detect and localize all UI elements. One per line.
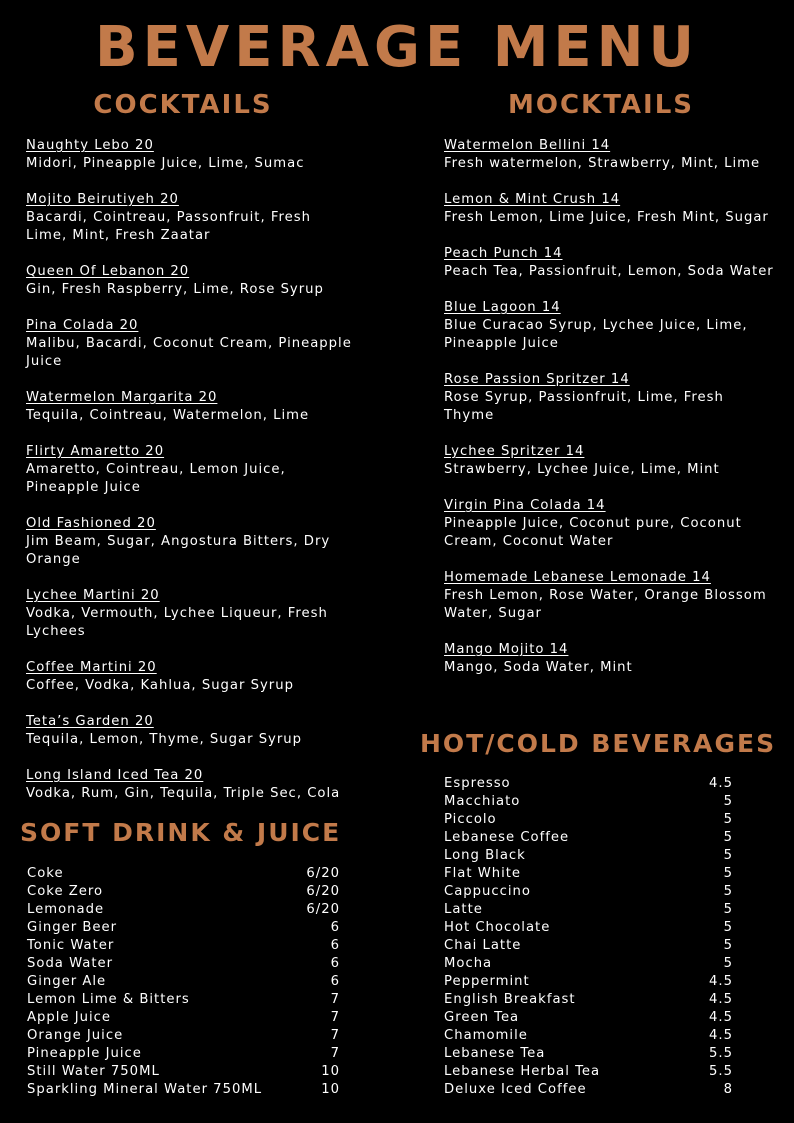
hot-cold-item xyxy=(444,919,733,937)
cocktail-description: Amaretto, Cointreau, Lemon Juice, Pineapple Juice xyxy=(26,462,286,495)
soft-drink-price: 10 xyxy=(321,1064,340,1079)
cocktail-name: Long Island Iced Tea 20 xyxy=(26,768,204,783)
soft-drink-price: 10 xyxy=(321,1082,340,1097)
cocktail-name: Pina Colada 20 xyxy=(26,318,139,333)
beverage-name: Flat White xyxy=(444,866,522,881)
soft-drink-item xyxy=(27,865,340,883)
cocktail-item xyxy=(26,515,356,569)
soft-drink-name: Ginger Ale xyxy=(27,974,107,989)
hot-cold-item xyxy=(444,973,733,991)
cocktail-description: Gin, Fresh Raspberry, Lime, Rose Syrup xyxy=(26,282,324,297)
mocktail-name: Watermelon Bellini 14 xyxy=(444,138,611,153)
cocktail-description: Vodka, Vermouth, Lychee Liqueur, Fresh Lychees xyxy=(26,606,328,639)
beverage-price: 5 xyxy=(723,902,733,917)
cocktail-description: Tequila, Lemon, Thyme, Sugar Syrup xyxy=(26,732,303,747)
cocktail-item xyxy=(26,713,356,749)
cocktail-item xyxy=(26,659,356,695)
soft-drink-item xyxy=(27,1027,340,1045)
soft-drink-item xyxy=(27,1063,340,1081)
soft-drink-name: Coke Zero xyxy=(27,884,104,899)
soft-drink-item xyxy=(27,919,340,937)
hot-cold-item xyxy=(444,793,733,811)
mocktail-item xyxy=(444,497,774,551)
beverage-price: 4.5 xyxy=(709,974,733,989)
beverage-price: 5 xyxy=(723,848,733,863)
cocktail-item xyxy=(26,389,356,425)
soft-drink-price: 6/20 xyxy=(306,884,340,899)
mocktail-description: Fresh watermelon, Strawberry, Mint, Lime xyxy=(444,156,761,171)
beverage-price: 5 xyxy=(723,956,733,971)
soft-drink-price: 6/20 xyxy=(306,902,340,917)
beverage-name: Piccolo xyxy=(444,812,497,827)
cocktail-description: Bacardi, Cointreau, Passonfruit, Fresh Lime, Mint, Fresh Zaatar xyxy=(26,210,311,243)
beverage-name: Chamomile xyxy=(444,1028,528,1043)
cocktail-item xyxy=(26,137,356,173)
soft-drink-name: Pineapple Juice xyxy=(27,1046,142,1061)
cocktail-description: Coffee, Vodka, Kahlua, Sugar Syrup xyxy=(26,678,294,693)
mocktail-description: Blue Curacao Syrup, Lychee Juice, Lime, Pineapple Juice xyxy=(444,318,748,351)
soft-drink-price: 6/20 xyxy=(306,866,340,881)
hot-cold-item xyxy=(444,937,733,955)
beverage-name: Macchiato xyxy=(444,794,521,809)
beverage-name: Green Tea xyxy=(444,1010,520,1025)
hot-cold-item xyxy=(444,1027,733,1045)
cocktail-name: Flirty Amaretto 20 xyxy=(26,444,165,459)
hot-cold-item xyxy=(444,1009,733,1027)
soft-drink-name: Ginger Beer xyxy=(27,920,118,935)
cocktail-description: Tequila, Cointreau, Watermelon, Lime xyxy=(26,408,310,423)
beverage-price: 5 xyxy=(723,938,733,953)
beverage-price: 5 xyxy=(723,884,733,899)
cocktail-item xyxy=(26,317,356,371)
mocktail-name: Lemon & Mint Crush 14 xyxy=(444,192,621,207)
soft-drink-name: Still Water 750ML xyxy=(27,1064,160,1079)
beverage-name: Latte xyxy=(444,902,483,917)
mocktail-description: Peach Tea, Passionfruit, Lemon, Soda Water xyxy=(444,264,774,279)
mocktail-description: Fresh Lemon, Lime Juice, Fresh Mint, Sugar xyxy=(444,210,769,225)
mocktail-name: Peach Punch 14 xyxy=(444,246,563,261)
cocktail-list xyxy=(26,137,356,821)
soft-drink-name: Lemonade xyxy=(27,902,105,917)
soft-drink-name: Tonic Water xyxy=(27,938,115,953)
hot-cold-item xyxy=(444,1081,733,1099)
hot-cold-item xyxy=(444,829,733,847)
mocktail-item xyxy=(444,569,774,623)
soft-drink-price: 7 xyxy=(330,1010,340,1025)
cocktail-name: Naughty Lebo 20 xyxy=(26,138,154,153)
soft-drink-price: 7 xyxy=(330,992,340,1007)
beverage-name: Peppermint xyxy=(444,974,530,989)
cocktail-item xyxy=(26,767,356,803)
cocktail-description: Vodka, Rum, Gin, Tequila, Triple Sec, Cola xyxy=(26,786,341,801)
mocktail-item xyxy=(444,641,774,677)
soft-drink-name: Orange Juice xyxy=(27,1028,124,1043)
beverage-name: Espresso xyxy=(444,776,511,791)
soft-drink-item xyxy=(27,1045,340,1063)
soft-drink-price: 6 xyxy=(330,956,340,971)
hot-cold-item xyxy=(444,1063,733,1081)
mocktail-item xyxy=(444,443,774,479)
mocktail-name: Mango Mojito 14 xyxy=(444,642,569,657)
hot-cold-item xyxy=(444,1045,733,1063)
beverage-name: Deluxe Iced Coffee xyxy=(444,1082,587,1097)
beverage-name: English Breakfast xyxy=(444,992,576,1007)
soft-drink-item xyxy=(27,973,340,991)
beverage-price: 5 xyxy=(723,812,733,827)
mocktail-description: Mango, Soda Water, Mint xyxy=(444,660,633,675)
beverage-price: 5.5 xyxy=(709,1064,733,1079)
hot-cold-item xyxy=(444,883,733,901)
beverage-price: 4.5 xyxy=(709,776,733,791)
hot-cold-item xyxy=(444,775,733,793)
soft-drink-price: 7 xyxy=(330,1028,340,1043)
hot-cold-item xyxy=(444,811,733,829)
soft-drink-price: 7 xyxy=(330,1046,340,1061)
soft-drink-item xyxy=(27,955,340,973)
cocktail-item xyxy=(26,263,356,299)
cocktail-name: Lychee Martini 20 xyxy=(26,588,160,603)
beverage-price: 4.5 xyxy=(709,1010,733,1025)
soft-drink-item xyxy=(27,1081,340,1099)
hot-cold-item xyxy=(444,847,733,865)
soft-drink-name: Soda Water xyxy=(27,956,114,971)
soft-drink-name: Apple Juice xyxy=(27,1010,112,1025)
cocktail-item xyxy=(26,191,356,245)
mocktail-name: Lychee Spritzer 14 xyxy=(444,444,585,459)
beverage-name: Cappuccino xyxy=(444,884,531,899)
beverage-price: 5 xyxy=(723,794,733,809)
beverage-price: 5 xyxy=(723,866,733,881)
mocktail-item xyxy=(444,245,774,281)
soft-drink-name: Lemon Lime & Bitters xyxy=(27,992,190,1007)
cocktail-item xyxy=(26,587,356,641)
mocktail-name: Rose Passion Spritzer 14 xyxy=(444,372,630,387)
beverage-name: Lebanese Herbal Tea xyxy=(444,1064,601,1079)
beverage-price: 5 xyxy=(723,830,733,845)
cocktail-name: Queen Of Lebanon 20 xyxy=(26,264,190,279)
soft-drink-item xyxy=(27,937,340,955)
cocktail-name: Teta’s Garden 20 xyxy=(26,714,154,729)
mocktail-list xyxy=(444,137,774,695)
soft-drink-name: Coke xyxy=(27,866,64,881)
beverage-price: 4.5 xyxy=(709,992,733,1007)
hot-cold-item xyxy=(444,955,733,973)
soft-drink-heading: SOFT DRINK & JUICE xyxy=(20,818,342,847)
cocktail-description: Jim Beam, Sugar, Angostura Bitters, Dry Orange xyxy=(26,534,331,567)
hot-cold-heading: HOT/COLD BEVERAGES xyxy=(420,729,777,758)
beverage-price: 8 xyxy=(723,1082,733,1097)
mocktail-item xyxy=(444,191,774,227)
cocktail-name: Mojito Beirutiyeh 20 xyxy=(26,192,179,207)
mocktail-description: Strawberry, Lychee Juice, Lime, Mint xyxy=(444,462,720,477)
mocktail-name: Homemade Lebanese Lemonade 14 xyxy=(444,570,711,585)
cocktail-item xyxy=(26,443,356,497)
beverage-name: Lebanese Tea xyxy=(444,1046,546,1061)
hot-cold-item xyxy=(444,991,733,1009)
beverage-name: Chai Latte xyxy=(444,938,522,953)
hot-cold-list xyxy=(444,775,733,1099)
beverage-price: 5 xyxy=(723,920,733,935)
cocktail-description: Midori, Pineapple Juice, Lime, Sumac xyxy=(26,156,305,171)
hot-cold-item xyxy=(444,901,733,919)
cocktail-name: Old Fashioned 20 xyxy=(26,516,156,531)
beverage-name: Long Black xyxy=(444,848,526,863)
beverage-price: 4.5 xyxy=(709,1028,733,1043)
soft-drink-item xyxy=(27,1009,340,1027)
soft-drink-price: 6 xyxy=(330,974,340,989)
mocktail-description: Rose Syrup, Passionfruit, Lime, Fresh Thyme xyxy=(444,390,724,423)
beverage-name: Lebanese Coffee xyxy=(444,830,570,845)
mocktail-item xyxy=(444,371,774,425)
mocktail-name: Virgin Pina Colada 14 xyxy=(444,498,606,513)
soft-drink-item xyxy=(27,901,340,919)
mocktail-item xyxy=(444,137,774,173)
cocktail-description: Malibu, Bacardi, Coconut Cream, Pineapple Juice xyxy=(26,336,352,369)
beverage-name: Hot Chocolate xyxy=(444,920,551,935)
mocktail-item xyxy=(444,299,774,353)
beverage-price: 5.5 xyxy=(709,1046,733,1061)
soft-drink-item xyxy=(27,991,340,1009)
soft-drink-price: 6 xyxy=(330,938,340,953)
mocktails-heading: MOCKTAILS xyxy=(507,90,694,120)
soft-drink-item xyxy=(27,883,340,901)
cocktail-name: Coffee Martini 20 xyxy=(26,660,157,675)
beverage-name: Mocha xyxy=(444,956,493,971)
mocktail-name: Blue Lagoon 14 xyxy=(444,300,561,315)
cocktail-name: Watermelon Margarita 20 xyxy=(26,390,218,405)
mocktail-description: Fresh Lemon, Rose Water, Orange Blossom Water, Sugar xyxy=(444,588,767,621)
mocktail-description: Pineapple Juice, Coconut pure, Coconut Cream, Coconut Water xyxy=(444,516,742,549)
soft-drink-price: 6 xyxy=(330,920,340,935)
soft-drink-list xyxy=(27,865,340,1099)
cocktails-heading: COCKTAILS xyxy=(93,90,273,120)
soft-drink-name: Sparkling Mineral Water 750ML xyxy=(27,1082,263,1097)
hot-cold-item xyxy=(444,865,733,883)
menu-title: BEVERAGE MENU xyxy=(94,15,700,80)
